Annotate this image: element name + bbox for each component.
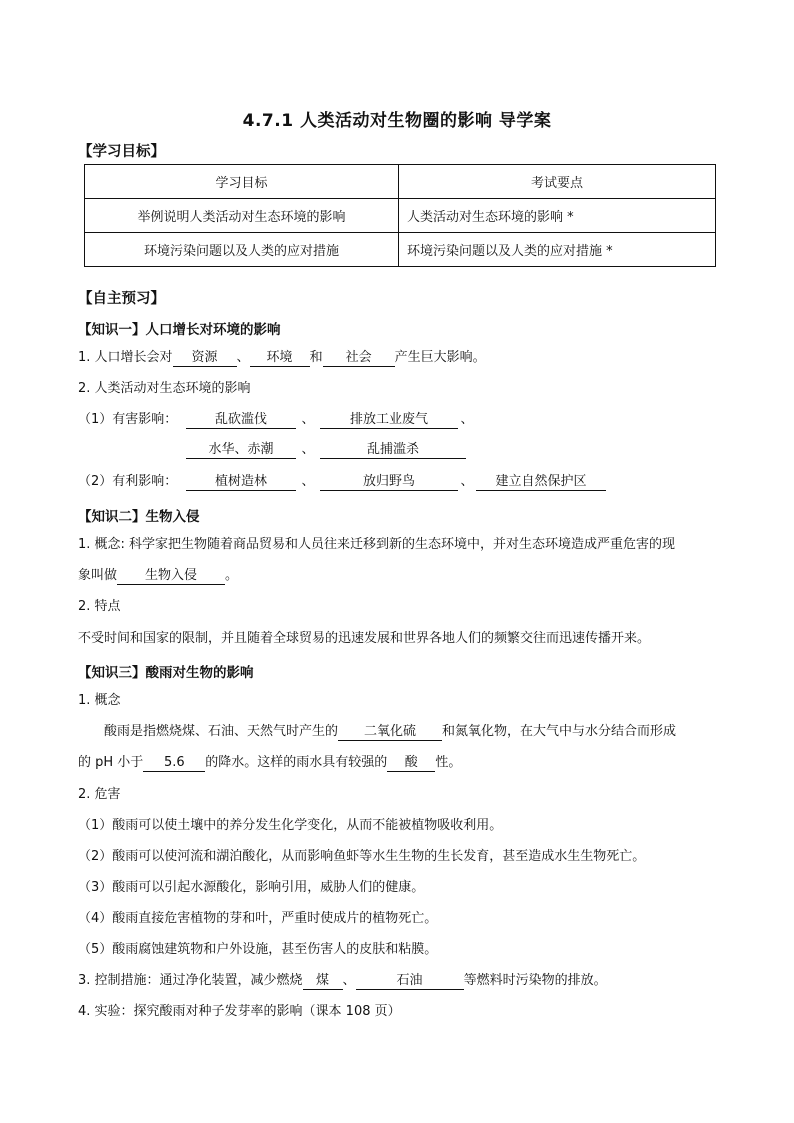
table-row [85,199,716,233]
blank-answer: 5.6 [143,755,205,772]
table-header-cell: 学习目标 [85,165,399,199]
goals-section-heading: 【学习目标】 [78,144,165,160]
text: 等燃料时污染物的排放。 [463,973,607,988]
table-cell: 环境污染问题以及人类的应对措施 [85,233,399,267]
knowledge-1-heading: 【知识一】人口增长对环境的影响 [78,322,281,338]
table-row [85,233,716,267]
text: 象叫做 [78,568,118,583]
text: 、 [301,412,315,427]
knowledge-2-heading: 【知识二】生物入侵 [78,509,200,525]
k3-harm-item: （1）酸雨可以使土壤中的养分发生化学变化，从而不能被植物吸收利用。 [78,818,503,833]
blank-answer: 植树造林 [186,474,296,491]
table-cell: 举例说明人类活动对生态环境的影响 [85,199,399,233]
text: 和 [309,350,323,365]
k1-question-2: 2. 人类活动对生态环境的影响 [78,381,251,396]
text: 、 [301,474,315,489]
text: 、 [460,412,474,427]
text: 、 [460,474,474,489]
k2-concept-line-1: 1. 概念: 科学家把生物随着商品贸易和人员往来迁移到新的生态环境中，并对生态环境造成严重危害的现 [78,537,676,552]
blank-answer: 排放工业废气 [320,412,458,429]
text: 、 [342,973,356,988]
text: 、 [236,350,250,365]
table-cell: 人类活动对生态环境的影响 * [399,199,716,233]
blank-answer: 水华、赤潮 [186,442,296,459]
harmful-effects-line-1 [78,411,476,429]
blank-answer: 社会 [323,350,395,367]
k3-concept-title: 1. 概念 [78,693,121,708]
k3-experiment: 4. 实验：探究酸雨对种子发芽率的影响（课本 108 页） [78,1004,401,1019]
text: 产生巨大影响。 [394,350,486,365]
knowledge-3-heading: 【知识三】酸雨对生物的影响 [78,665,254,681]
k2-feature-text: 不受时间和国家的限制，并且随着全球贸易的迅速发展和世界各地人们的频繁交往而迅速传播开来。 [78,631,651,646]
text: 3. 控制措施：通过净化装置，减少燃烧 [78,973,303,988]
table-header-row [85,165,716,199]
text: 的 pH 小于 [78,755,144,770]
table-cell: 环境污染问题以及人类的应对措施 * [399,233,716,267]
page-title: 4.7.1 人类活动对生物圈的影响 导学案 [242,111,552,131]
blank-answer: 环境 [250,350,310,367]
k3-harm-title: 2. 危害 [78,787,121,802]
harmful-effects-line-2 [78,441,466,459]
blank-answer: 放归野鸟 [320,474,458,491]
k3-control-measures [78,972,607,990]
beneficial-label: （2）有利影响： [78,474,178,489]
text: 的降水。这样的雨水具有较强的 [205,755,388,770]
k3-harm-item: （4）酸雨直接危害植物的芽和叶，严重时使成片的植物死亡。 [78,911,438,926]
text: 、 [301,442,315,457]
preview-section-heading: 【自主预习】 [78,291,165,307]
k3-harm-item: （3）酸雨可以引起水源酸化，影响引用，威胁人们的健康。 [78,880,425,895]
blank-answer: 资源 [173,350,237,367]
blank-answer: 建立自然保护区 [476,474,606,491]
harmful-label: （1）有害影响： [78,412,178,427]
text: 1. 人口增长会对 [78,350,173,365]
k3-harm-item: （5）酸雨腐蚀建筑物和户外设施，甚至伤害人的皮肤和粘膜。 [78,942,438,957]
text: 和氮氧化物，在大气中与水分结合而形成 [442,724,677,739]
blank-answer: 煤 [303,973,343,990]
blank-answer: 酸 [387,755,435,772]
k2-concept-line-2 [78,567,238,585]
k1-question-1 [78,349,486,367]
k3-concept-line-2 [78,754,461,772]
blank-answer: 二氧化硫 [338,724,442,741]
table-header-cell: 考试要点 [399,165,716,199]
text: 性。 [435,755,462,770]
text: 。 [225,568,239,583]
text: 酸雨是指燃烧煤、石油、天然气时产生的 [104,724,339,739]
blank-answer: 乱砍滥伐 [186,412,296,429]
blank-answer: 生物入侵 [117,568,225,585]
k2-feature-title: 2. 特点 [78,599,121,614]
goals-table [84,164,716,267]
k3-harm-item: （2）酸雨可以使河流和湖泊酸化，从而影响鱼虾等水生生物的生长发育，甚至造成水生生物死亡。 [78,849,646,864]
blank-answer: 石油 [356,973,464,990]
beneficial-effects-line [78,473,606,491]
blank-answer: 乱捕滥杀 [320,442,466,459]
k3-concept-line-1 [104,723,676,741]
